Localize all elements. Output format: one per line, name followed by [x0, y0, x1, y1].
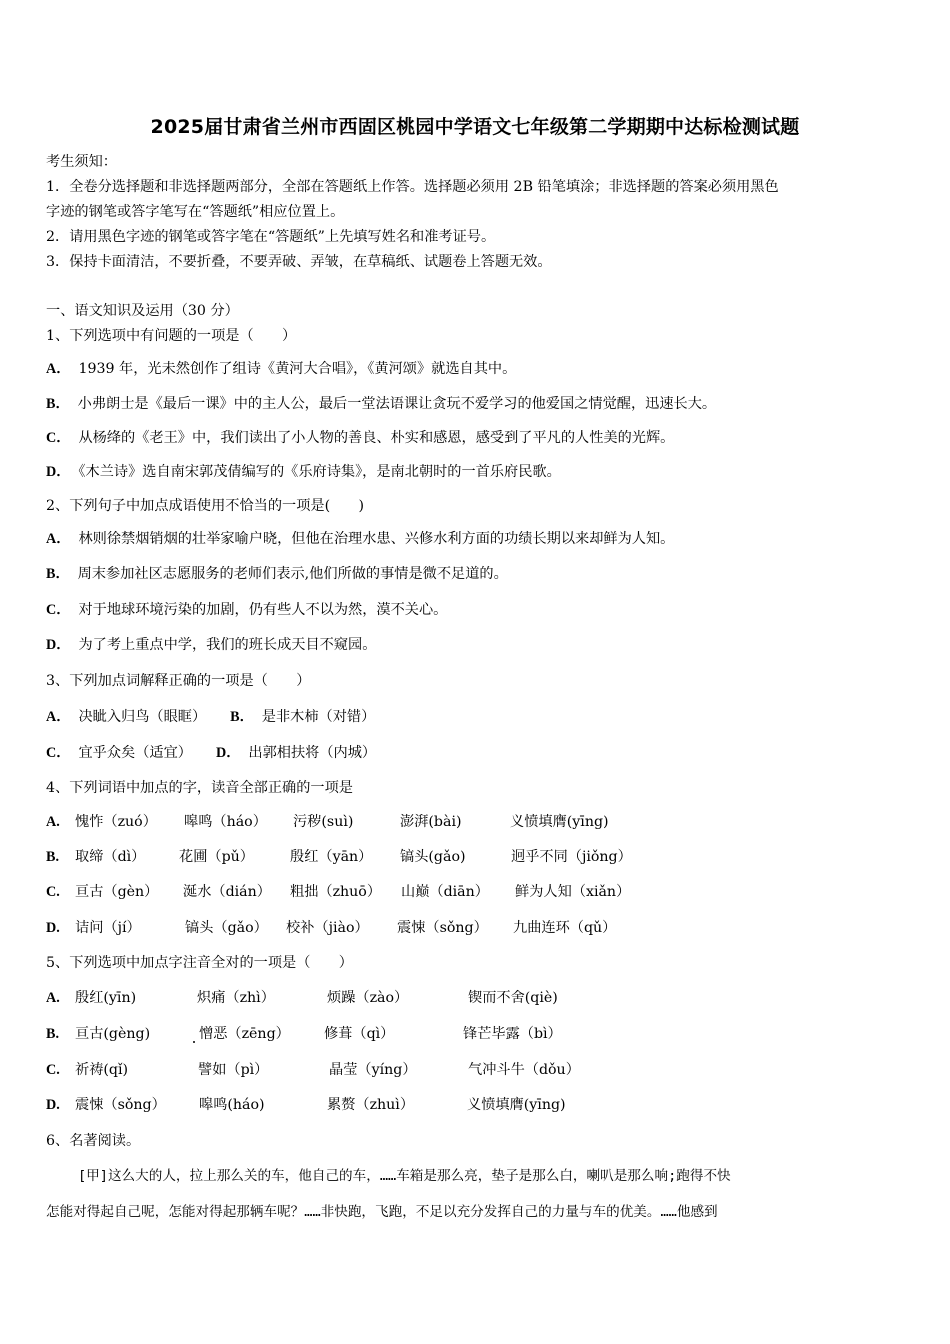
q2-option-b-text: 周末参加社区志愿服务的老师们表示,他们所做的事情是微不足道的。 [77, 566, 508, 582]
q4-b-item: 花圃（pǔ） [179, 849, 254, 865]
q4-c-item: 涎水（dián） [183, 884, 271, 900]
q5-a-item: 殷红(yīn) [75, 990, 137, 1006]
q5-c-item: 晶莹（yíng） [329, 1062, 417, 1078]
q5-row-b [46, 1025, 562, 1043]
q2-option-d-text: 为了考上重点中学，我们的班长成天目不窥园。 [78, 637, 377, 653]
q3-options-ab: A． 决眦入归鸟（眼眶） B． 是非木柿（对错） [46, 709, 376, 725]
notice-line-3: 3．保持卡面清洁，不要折叠，不要弄破、弄皱，在草稿纸、试题卷上答题无效。 [46, 254, 552, 270]
q5-a-item: 锲而不舍(qiè) [468, 990, 558, 1006]
q5-row-d-label: D. [46, 1097, 60, 1113]
q4-row-c-label: C. [46, 884, 60, 900]
q4-c-item: 粗拙（zhuō） [290, 884, 382, 900]
section-heading: 一、语文知识及运用（30 分） [46, 303, 239, 319]
q1-option-b-text: 小弗朗士是《最后一课》中的主人公，最后一堂法语课让贪玩不爱学习的他爱国之情觉醒，迅速长大。 [77, 396, 717, 412]
q4-a-item: 嗥鸣（háo） [184, 814, 267, 830]
q1-option-a: A． 1939 年，光未然创作了组诗《黄河大合唱》，《黄河颂》就选自其中。 [46, 361, 517, 377]
q4-row-d-label: D. [46, 920, 60, 936]
emphasis-dot [193, 1041, 195, 1043]
q4-d-item: 九曲连环（qǔ） [513, 920, 617, 936]
q3-options-cd: C． 宜乎众矣（适宜） D． 出郭相扶将（内城） [46, 745, 377, 761]
notice-line-2: 2．请用黑色字迹的钢笔或答字笔在“答题纸”上先填写姓名和准考证号。 [46, 229, 496, 245]
q5-b-item: 憎恶（zēng） [199, 1026, 290, 1042]
q5-row-a [46, 989, 558, 1007]
notice-heading: 考生须知： [46, 154, 117, 170]
q2-option-c-text: 对于地球环境污染的加剧，仍有些人不以为然，漠不关心。 [78, 602, 448, 618]
q5-d-item: 嗥鸣(háo) [199, 1097, 265, 1113]
q1-option-c-text: 从杨绛的《老王》中，我们读出了小人物的善良、朴实和感恩，感受到了平凡的人性美的光辉。 [78, 430, 675, 446]
q4-row-b-label: B. [46, 849, 60, 865]
q5-b-item: 亘古(gèng) [75, 1026, 151, 1042]
q5-a-item: 炽痛（zhì） [197, 990, 275, 1006]
q4-c-item: 山巅（diān） [401, 884, 489, 900]
q4-d-item: 镐头（gǎo） [185, 920, 268, 936]
q4-d-item: 校补（jiào） [286, 920, 369, 936]
q6-passage-line-2: 怎能对得起自己呢，怎能对得起那辆车呢？……非快跑，飞跑，不足以充分发挥自己的力量与车的优美。……他感到 [46, 1204, 718, 1220]
q1-option-d-text: 《木兰诗》选自南宋郭茂倩编写的《乐府诗集》，是南北朝时的一首乐府民歌。 [78, 464, 561, 480]
q2-option-a: A． 林则徐禁烟销烟的壮举家喻户晓，但他在治理水患、兴修水利方面的功绩长期以来却鲜为人知。 [46, 531, 675, 547]
q5-c-item: 气冲斗牛（dǒu） [468, 1062, 580, 1078]
q3-stem: 3、下列加点词解释正确的一项是（ ） [46, 673, 311, 689]
q4-a-item: 污秽(suì) [293, 814, 354, 830]
q4-b-item: 殷红（yān） [290, 849, 373, 865]
q5-b-item: 修葺（qì） [324, 1026, 395, 1042]
q5-d-item: 义愤填膺(yīng) [467, 1097, 566, 1113]
q4-row-a [46, 813, 609, 831]
q2-option-a-text: 林则徐禁烟销烟的壮举家喻户晓，但他在治理水患、兴修水利方面的功绩长期以来却鲜为人知。 [78, 531, 675, 547]
q4-b-item: 迥乎不同（jiǒng） [511, 849, 632, 865]
page-title: 2025届甘肃省兰州市西固区桃园中学语文七年级第二学期期中达标检测试题 [150, 116, 800, 138]
q5-stem: 5、下列选项中加点字注音全对的一项是（ ） [46, 955, 353, 971]
q4-row-a-label: A. [46, 814, 60, 830]
q2-stem: 2、下列句子中加点成语使用不恰当的一项是( ) [46, 498, 365, 514]
q5-row-a-label: A. [46, 990, 60, 1006]
q4-a-item: 义愤填膺(yīng) [510, 814, 609, 830]
q5-row-d [46, 1096, 566, 1114]
q1-option-c: C． 从杨绛的《老王》中，我们读出了小人物的善良、朴实和感恩，感受到了平凡的人性美的光辉。 [46, 430, 675, 446]
q6-passage-line-1: [甲]这么大的人，拉上那么关的车，他自己的车，……车箱是那么亮，垫子是那么白，喇叭是那么响;跑得不快 [78, 1168, 731, 1184]
q4-row-c [46, 883, 631, 901]
q4-a-item: 澎湃(bài) [400, 814, 462, 830]
q5-c-item: 祈祷(qǐ) [75, 1062, 129, 1078]
q6-stem: 6、名著阅读。 [46, 1133, 141, 1149]
q3-option-d-text: 出郭相扶将（内城） [248, 745, 377, 761]
q1-option-b: B． 小弗朗士是《最后一课》中的主人公，最后一堂法语课让贪玩不爱学习的他爱国之情觉醒，迅速长大。 [46, 396, 717, 412]
q3-option-b-text: 是非木柿（对错） [261, 709, 376, 725]
q4-c-item: 鲜为人知（xiǎn） [515, 884, 631, 900]
q1-option-d: D． 《木兰诗》选自南宋郭茂倩编写的《乐府诗集》，是南北朝时的一首乐府民歌。 [46, 464, 561, 480]
q3-option-a-text: 决眦入归鸟（眼眶） [78, 709, 207, 725]
notice-line-1b: 字迹的钢笔或答字笔写在“答题纸”相应位置上。 [46, 204, 345, 220]
q4-a-item: 愧怍（zuó） [75, 814, 157, 830]
q5-b-item: 锋芒毕露（bì） [463, 1026, 562, 1042]
q4-b-item: 取缔（dì） [75, 849, 146, 865]
q4-row-b [46, 848, 632, 866]
q1-stem: 1、下列选项中有问题的一项是（ ） [46, 328, 297, 344]
q4-row-d [46, 919, 617, 937]
q5-c-item: 譬如（pì） [198, 1062, 269, 1078]
q1-option-a-text: 1939 年，光未然创作了组诗《黄河大合唱》，《黄河颂》就选自其中。 [78, 361, 517, 377]
q5-d-item: 累赘（zhuì） [327, 1097, 415, 1113]
q5-row-b-label: B. [46, 1026, 60, 1042]
q4-d-item: 震悚（sǒng） [397, 920, 488, 936]
q4-d-item: 诘问（jí） [75, 920, 141, 936]
q2-option-c: C． 对于地球环境污染的加剧，仍有些人不以为然，漠不关心。 [46, 602, 448, 618]
q5-a-item: 烦躁（zào） [327, 990, 409, 1006]
q4-c-item: 亘古（gèn） [75, 884, 159, 900]
q3-option-c-text: 宜乎众矣（适宜） [78, 745, 192, 761]
q5-row-c-label: C. [46, 1062, 60, 1078]
q5-d-item: 震悚（sǒng） [75, 1097, 166, 1113]
q2-option-b: B． 周末参加社区志愿服务的老师们表示,他们所做的事情是微不足道的。 [46, 566, 508, 582]
q2-option-d: D． 为了考上重点中学，我们的班长成天目不窥园。 [46, 637, 377, 653]
q4-b-item: 镐头(gǎo) [400, 849, 466, 865]
q4-stem: 4、下列词语中加点的字，读音全部正确的一项是 [46, 780, 353, 796]
q5-row-c [46, 1061, 580, 1079]
notice-line-1a: 1．全卷分选择题和非选择题两部分，全部在答题纸上作答。选择题必须用 2B 铅笔填涂；非选择题的答案必须用黑色 [46, 179, 779, 195]
